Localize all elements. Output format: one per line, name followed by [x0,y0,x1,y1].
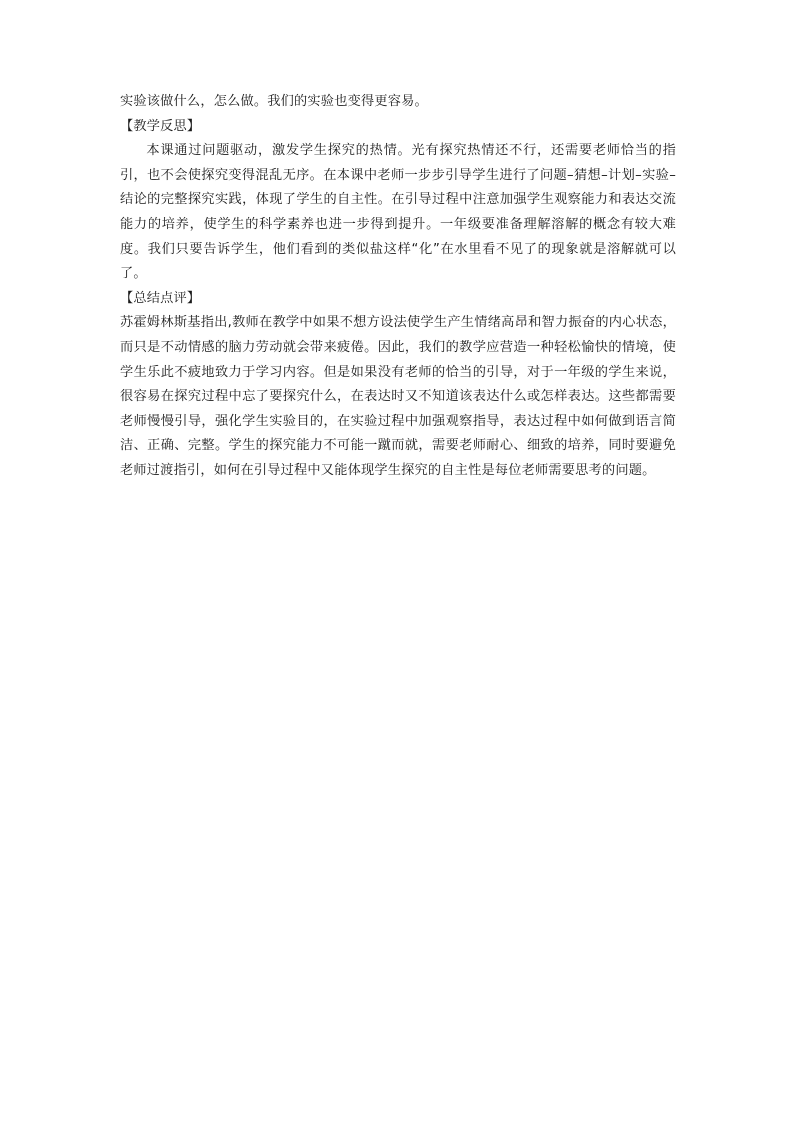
summary-paragraph: 苏霍姆林斯基指出,教师在教学中如果不想方设法使学生产生情绪高昂和智力振奋的内心状态，而只是不动情感的脑力劳动就会带来疲倦。因此，我们的教学应营造一种轻松愉快的情境，使学生乐此不疲地致力于学习内容。但是如果没有老师的恰当的引导，对于一年级的学生来说，很容易在探究过程中忘了要探究什么，在表达时又不知道该表达什么或怎样表达。这些都需要老师慢慢引导，强化学生实验目的，在实验过程中加强观察指导，表达过程中如何做到语言简洁、正确、完整。学生的探究能力不可能一蹴而就，需要老师耐心、细致的培养，同时要避免老师过渡指引，如何在引导过程中又能体现学生探究的自主性是每位老师需要思考的问题。 [120,315,676,478]
reflection-paragraph: 本课通过问题驱动，激发学生探究的热情。光有探究热情还不行，还需要老师恰当的指引，也不会使探究变得混乱无序。在本课中老师一步步引导学生进行了问题–猜想–计划–实验–结论的完整探究实践，体现了学生的自主性。在引导过程中注意加强学生观察能力和表达交流能力的培养，使学生的科学素养也进一步得到提升。一年级要准备理解溶解的概念有较大难度。我们只要告诉学生，他们看到的类似盐这样“化”在水里看不见了的现象就是溶解就可以了。 [120,143,676,282]
summary-heading: 【总结点评】 [120,290,201,306]
document-body [120,90,676,484]
continuation-paragraph: 实验该做什么，怎么做。我们的实验也变得更容易。 [120,94,428,109]
reflection-heading: 【教学反思】 [120,118,201,134]
